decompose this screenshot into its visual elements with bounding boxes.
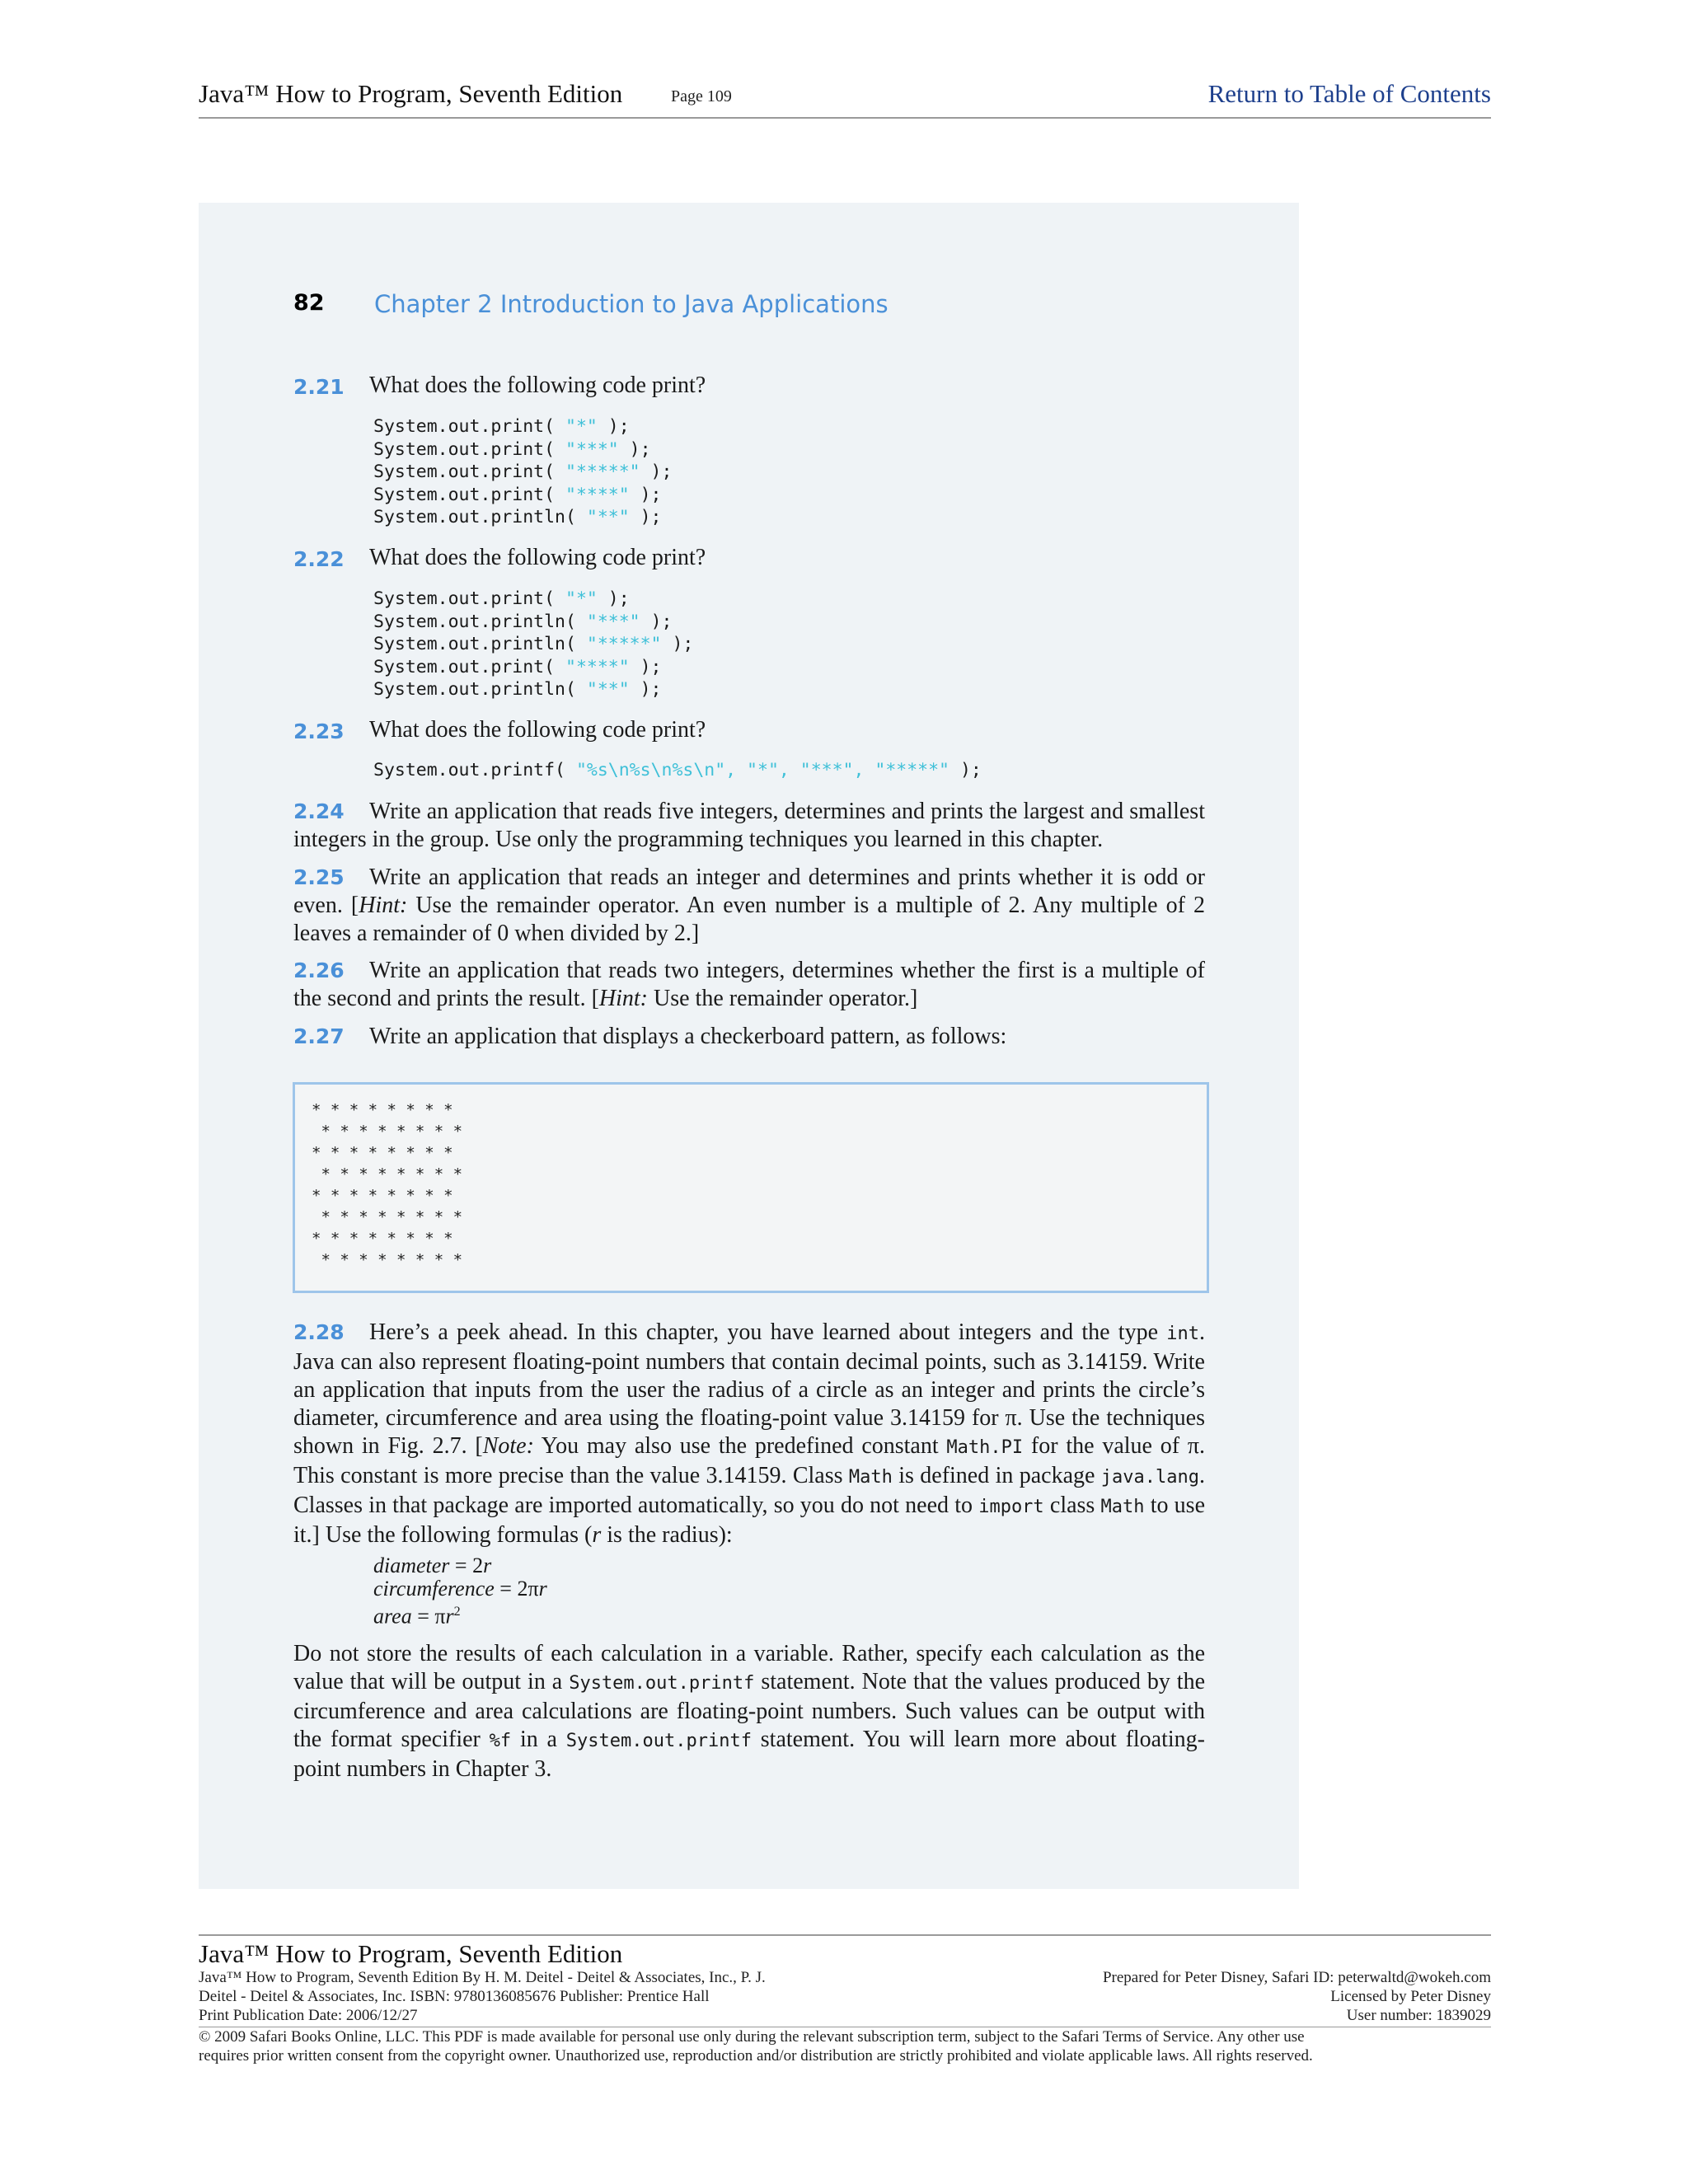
code-line: System.out.print( "*" );	[373, 588, 630, 609]
exercise-2-28-paragraph-2: Do not store the results of each calculation in a variable. Rather, specify each calculation as the value that will be output in a System.out.printf statement. Note that the values produced by the circumference and area calculations are floating-point numbers. Such values can be output with the format specifier %f in a System.out.printf statement. You will learn more about floating-point numbers in Chapter 3.	[293, 1641, 1206, 1782]
code-line: System.out.println( "**" );	[373, 679, 662, 700]
code-line: System.out.println( "***" );	[373, 611, 673, 632]
string-literal: "*"	[565, 588, 598, 609]
book-page-number: 82	[293, 290, 325, 316]
exercise-question: What does the following code print?	[369, 545, 706, 570]
exercise-2-24: 2.24 Write an application that reads five integers, determines and prints the largest and smallest integers in the group. Use only the programming techniques you learned in this chapter.	[293, 799, 1205, 852]
code-line: System.out.print( "*****" );	[373, 462, 673, 482]
string-literal: "%s\n%s\n%s\n", "*", "***", "*****"	[575, 760, 950, 780]
footer-right-line: Prepared for Peter Disney, Safari ID: peterwaltd@wokeh.com	[1102, 1969, 1491, 1986]
page-header	[199, 76, 1491, 119]
exercise-number: 2.26	[293, 958, 345, 982]
code-line: System.out.print( "****" );	[373, 656, 662, 677]
copyright-line: © 2009 Safari Books Online, LLC. This PDF is made available for personal use only during the relevant subscription term, subject to the Safari Terms of Service. Any other use	[199, 2028, 1305, 2046]
string-literal: "*****"	[565, 462, 640, 482]
string-literal: "*****"	[586, 634, 662, 654]
exercise-2-26: 2.26 Write an application that reads two integers, determines whether the first is a multiple of the second and prints the result. [Hint: Use the remainder operator.]	[293, 958, 1205, 1011]
formula-line: diameter = 2r	[373, 1554, 492, 1577]
footer-left-line: Deitel - Deitel & Associates, Inc. ISBN: 9780136085676 Publisher: Prentice Hall	[199, 1988, 710, 2005]
exercise-number: 2.21	[293, 375, 345, 399]
return-to-toc-link[interactable]: Return to Table of Contents	[1207, 79, 1491, 108]
formula-line: circumference = 2πr	[373, 1577, 547, 1601]
exercise-number: 2.23	[293, 719, 345, 743]
footer-right-line: Licensed by Peter Disney	[1330, 1988, 1491, 2005]
footer-right-line: User number: 1839029	[1346, 2007, 1491, 2024]
footer-left-line: Java™ How to Program, Seventh Edition By H. M. Deitel - Deitel & Associates, Inc., P. J.	[199, 1969, 766, 1986]
code-block	[373, 759, 982, 782]
code-line: System.out.print( "****" );	[373, 484, 662, 505]
formula-list	[373, 1554, 547, 1629]
exercise-number: 2.28	[293, 1320, 345, 1344]
code-line: System.out.println( "*****" );	[373, 634, 694, 654]
code-line: System.out.print( "*" );	[373, 416, 630, 437]
code-line: System.out.print( "***" );	[373, 438, 651, 460]
page-footer	[199, 1934, 1491, 2068]
string-literal: "****"	[565, 484, 630, 505]
exercise-number: 2.22	[293, 547, 345, 571]
code-line: System.out.printf( "%s\n%s\n%s\n", "*", "***", "*****" );	[373, 760, 982, 780]
exercise-question: What does the following code print?	[369, 373, 706, 398]
header-book-title: Java™ How to Program, Seventh Edition	[199, 79, 623, 108]
formula-line: area = $\pi r^2$	[373, 1604, 461, 1629]
string-literal: "***"	[586, 611, 640, 632]
string-literal: "***"	[565, 438, 619, 460]
string-literal: "****"	[565, 656, 630, 677]
string-literal: "**"	[586, 679, 630, 700]
string-literal: "**"	[586, 507, 630, 527]
footer-book-title: Java™ How to Program, Seventh Edition	[199, 1939, 623, 1968]
exercise-number: 2.25	[293, 865, 345, 889]
code-block	[373, 588, 693, 701]
exercise-2-27: 2.27 Write an application that displays a checkerboard pattern, as follows:	[293, 1024, 1007, 1049]
exercise-question: What does the following code print?	[369, 717, 706, 743]
chapter-running-head: Chapter 2 Introduction to Java Applications	[374, 290, 889, 318]
checkerboard-pattern: * * * * * * * * * * * * * * * * * * * * * * * * * * * * * * * * * * * * * * * * * * * * * * * * * * * * * * * * * * * * * * * *	[312, 1101, 463, 1269]
header-page-label: Page 109	[671, 87, 732, 105]
code-block	[373, 415, 672, 529]
string-literal: "*"	[565, 416, 598, 437]
exercise-2-28: 2.28 Here’s a peek ahead. In this chapter, you have learned about integers and the type int. Java can also represent floating-point numbers that contain decimal points, such as 3.14159. Write an application that inputs from the user the radius of a circle as an integer and prints the circle’s diameter, circumference and area using the floating-point value 3.14159 for π. Use the techniques shown in Fig. 2.7. [Note: You may also use the predefined constant Math.PI for the value of π. This constant is more precise than the value 3.14159. Class Math is defined in package java.lang. Classes in that package are imported automatically, so you do not need to import class Math to use it.] Use the following formulas (r is the radius):	[293, 1319, 1206, 1548]
code-line: System.out.println( "**" );	[373, 507, 662, 527]
exercise-number: 2.27	[293, 1024, 345, 1048]
exercise-number: 2.24	[293, 799, 345, 823]
footer-left-line: Print Publication Date: 2006/12/27	[199, 2007, 418, 2024]
checkerboard-output-box	[293, 1082, 1209, 1293]
exercise-2-25: 2.25 Write an application that reads an integer and determines and prints whether it is odd or even. [Hint: Use the remainder operator. An even number is a multiple of 2. Any multiple of 2 leaves a remainder of 0 when divided by 2.]	[293, 865, 1205, 946]
copyright-line: requires prior written consent from the copyright owner. Unauthorized use, reproduction and/or distribution are strictly prohibited and violate applicable laws. All rights reserved.	[199, 2047, 1313, 2064]
